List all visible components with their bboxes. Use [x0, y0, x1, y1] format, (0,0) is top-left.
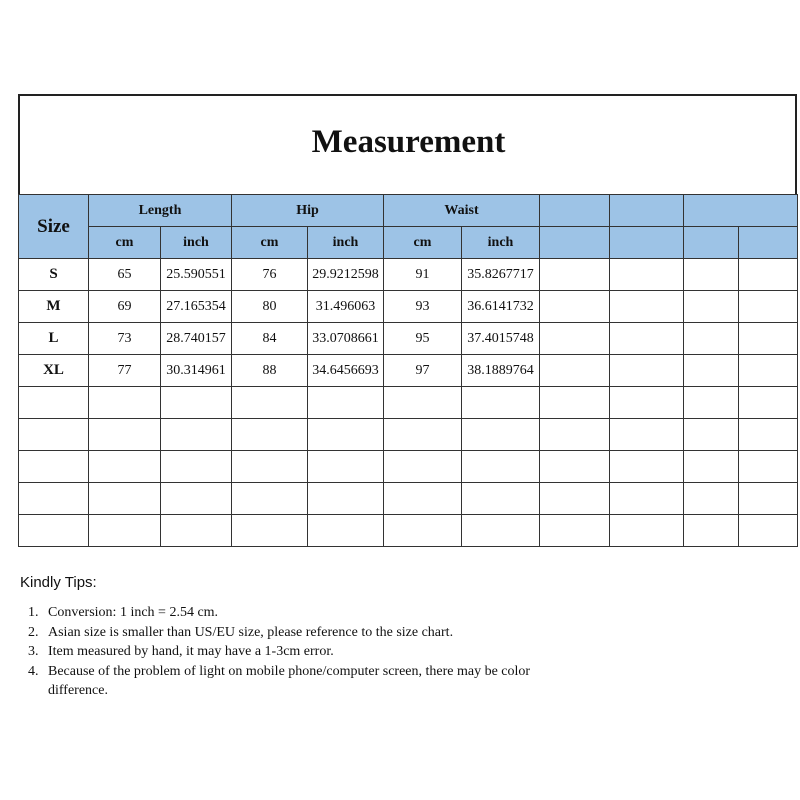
- value-cell: 30.314961: [161, 355, 232, 387]
- empty-cell: [19, 451, 89, 483]
- header-row-groups: [19, 195, 798, 227]
- unit-header: inch: [462, 227, 540, 259]
- empty-cell: [384, 387, 462, 419]
- empty-row: [19, 515, 798, 547]
- empty-row: [19, 387, 798, 419]
- tip-item: 3. Item measured by hand, it may have a 1-3cm error.: [42, 642, 578, 662]
- empty-header: [540, 195, 610, 227]
- kindly-tips: [20, 574, 578, 701]
- empty-cell: [739, 483, 798, 515]
- table-row: [19, 355, 798, 387]
- empty-cell: [540, 451, 610, 483]
- empty-cell: [19, 387, 89, 419]
- empty-cell: [540, 483, 610, 515]
- value-cell: 37.4015748: [462, 323, 540, 355]
- empty-cell: [462, 451, 540, 483]
- empty-header: [610, 227, 684, 259]
- empty-cell: [610, 291, 684, 323]
- size-cell: XL: [19, 355, 89, 387]
- tip-item: 1. Conversion: 1 inch = 2.54 cm.: [42, 603, 578, 623]
- empty-cell: [739, 387, 798, 419]
- empty-cell: [540, 323, 610, 355]
- empty-cell: [610, 419, 684, 451]
- group-header-waist: Waist: [384, 195, 540, 227]
- value-cell: 38.1889764: [462, 355, 540, 387]
- table-row: [19, 259, 798, 291]
- empty-cell: [308, 387, 384, 419]
- empty-cell: [610, 451, 684, 483]
- unit-header: inch: [308, 227, 384, 259]
- tip-item: 4. Because of the problem of light on mobile phone/computer screen, there may be color difference.: [42, 662, 578, 701]
- empty-cell: [89, 387, 161, 419]
- value-cell: 84: [232, 323, 308, 355]
- table-row: [19, 291, 798, 323]
- value-cell: 69: [89, 291, 161, 323]
- empty-cell: [19, 515, 89, 547]
- value-cell: 35.8267717: [462, 259, 540, 291]
- value-cell: 34.6456693: [308, 355, 384, 387]
- page-title: Measurement: [311, 124, 506, 160]
- empty-cell: [540, 355, 610, 387]
- empty-cell: [161, 483, 232, 515]
- empty-cell: [739, 451, 798, 483]
- size-header: Size: [19, 195, 89, 259]
- empty-cell: [739, 291, 798, 323]
- empty-cell: [308, 419, 384, 451]
- empty-cell: [308, 515, 384, 547]
- empty-header: [610, 195, 684, 227]
- empty-cell: [684, 419, 739, 451]
- empty-cell: [384, 419, 462, 451]
- empty-cell: [739, 259, 798, 291]
- empty-cell: [610, 355, 684, 387]
- empty-cell: [19, 419, 89, 451]
- value-cell: 91: [384, 259, 462, 291]
- empty-cell: [308, 451, 384, 483]
- empty-cell: [384, 483, 462, 515]
- empty-cell: [161, 419, 232, 451]
- value-cell: 76: [232, 259, 308, 291]
- empty-cell: [384, 515, 462, 547]
- unit-header: cm: [89, 227, 161, 259]
- header-row-units: [19, 227, 798, 259]
- empty-cell: [610, 515, 684, 547]
- empty-cell: [739, 419, 798, 451]
- empty-header: [540, 227, 610, 259]
- empty-cell: [610, 387, 684, 419]
- empty-cell: [384, 451, 462, 483]
- empty-cell: [684, 323, 739, 355]
- empty-cell: [232, 451, 308, 483]
- empty-cell: [232, 419, 308, 451]
- empty-cell: [89, 419, 161, 451]
- empty-header: [684, 227, 739, 259]
- empty-cell: [684, 259, 739, 291]
- group-header-hip: Hip: [232, 195, 384, 227]
- size-cell: L: [19, 323, 89, 355]
- empty-cell: [684, 483, 739, 515]
- value-cell: 29.9212598: [308, 259, 384, 291]
- unit-header: inch: [161, 227, 232, 259]
- empty-cell: [462, 515, 540, 547]
- value-cell: 65: [89, 259, 161, 291]
- empty-cell: [161, 451, 232, 483]
- value-cell: 28.740157: [161, 323, 232, 355]
- value-cell: 31.496063: [308, 291, 384, 323]
- unit-header: cm: [384, 227, 462, 259]
- value-cell: 80: [232, 291, 308, 323]
- tips-heading: Kindly Tips:: [20, 574, 97, 591]
- empty-cell: [232, 515, 308, 547]
- value-cell: 97: [384, 355, 462, 387]
- empty-row: [19, 483, 798, 515]
- value-cell: 36.6141732: [462, 291, 540, 323]
- empty-cell: [89, 451, 161, 483]
- empty-header: [684, 195, 798, 227]
- empty-cell: [540, 259, 610, 291]
- empty-cell: [684, 387, 739, 419]
- group-header-length: Length: [89, 195, 232, 227]
- value-cell: 77: [89, 355, 161, 387]
- empty-cell: [739, 355, 798, 387]
- value-cell: 27.165354: [161, 291, 232, 323]
- empty-cell: [19, 483, 89, 515]
- empty-cell: [739, 323, 798, 355]
- size-cell: S: [19, 259, 89, 291]
- empty-cell: [684, 355, 739, 387]
- value-cell: 33.0708661: [308, 323, 384, 355]
- value-cell: 95: [384, 323, 462, 355]
- empty-cell: [161, 515, 232, 547]
- empty-cell: [462, 387, 540, 419]
- empty-cell: [684, 291, 739, 323]
- size-chart-table: [18, 194, 798, 547]
- empty-cell: [610, 483, 684, 515]
- empty-row: [19, 451, 798, 483]
- empty-cell: [232, 387, 308, 419]
- value-cell: 88: [232, 355, 308, 387]
- value-cell: 93: [384, 291, 462, 323]
- empty-cell: [540, 515, 610, 547]
- empty-cell: [540, 387, 610, 419]
- empty-cell: [540, 419, 610, 451]
- empty-cell: [540, 291, 610, 323]
- table-row: [19, 323, 798, 355]
- value-cell: 73: [89, 323, 161, 355]
- empty-cell: [462, 419, 540, 451]
- empty-cell: [308, 483, 384, 515]
- tip-item: 2. Asian size is smaller than US/EU size, please reference to the size chart.: [42, 623, 578, 643]
- empty-cell: [232, 483, 308, 515]
- empty-header: [739, 227, 798, 259]
- value-cell: 25.590551: [161, 259, 232, 291]
- empty-cell: [610, 259, 684, 291]
- empty-cell: [89, 483, 161, 515]
- empty-row: [19, 419, 798, 451]
- size-cell: M: [19, 291, 89, 323]
- empty-cell: [739, 515, 798, 547]
- empty-cell: [462, 483, 540, 515]
- empty-cell: [161, 387, 232, 419]
- empty-cell: [684, 451, 739, 483]
- empty-cell: [89, 515, 161, 547]
- empty-cell: [684, 515, 739, 547]
- unit-header: cm: [232, 227, 308, 259]
- empty-cell: [610, 323, 684, 355]
